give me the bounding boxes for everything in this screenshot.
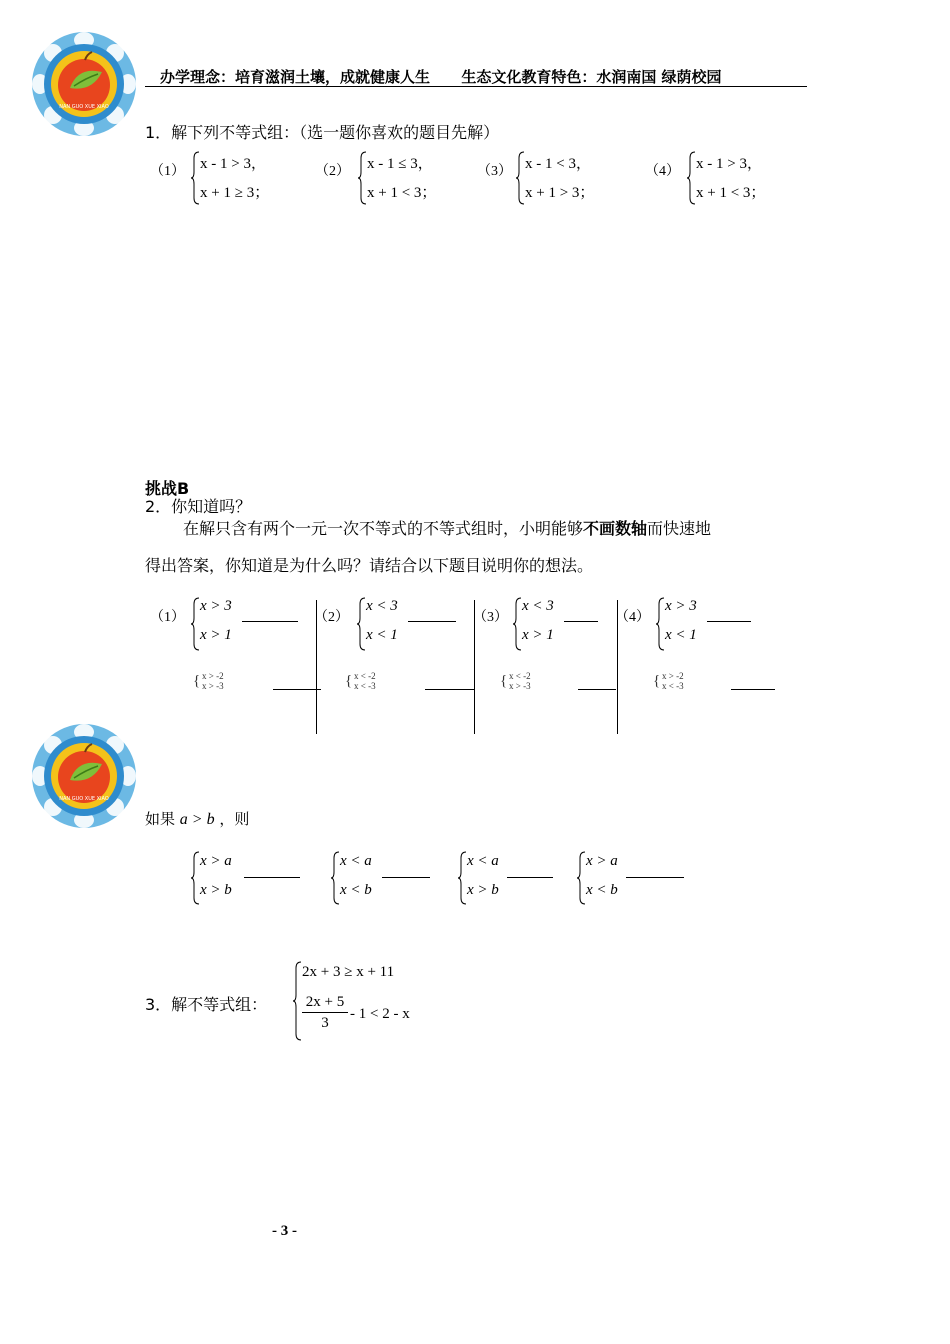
- q1-title: 1．解下列不等式组：（选一题你喜欢的题目先解）: [145, 123, 500, 142]
- q2-title: 2．你知道吗？: [145, 497, 252, 516]
- brace-icon: [356, 596, 366, 652]
- brace-icon: [330, 850, 340, 906]
- brace-icon: [515, 150, 525, 206]
- brace-icon: [576, 850, 586, 906]
- brace-icon: [190, 596, 200, 652]
- q2-paragraph-1: 在解只含有两个一元一次不等式的不等式组时，小明能够不画数轴而快速地: [183, 519, 712, 538]
- brace-icon: [655, 596, 665, 652]
- general-intro: 如果 a > b ，则: [145, 810, 250, 828]
- answer-blank[interactable]: [244, 876, 300, 878]
- challenge-title: 挑战B: [145, 479, 190, 498]
- answer-blank[interactable]: [707, 620, 751, 622]
- column-divider: [316, 600, 317, 734]
- general-system-4: x > a x < b: [576, 850, 696, 906]
- svg-text:NAN GUO XUE XIAO: NAN GUO XUE XIAO: [59, 796, 109, 802]
- q1-label-4: （4）: [645, 164, 680, 179]
- q3-fraction: 2x + 5 3: [302, 994, 348, 1032]
- q3-system: 2x + 3 ≥ x + 11 2x + 5 3 - 1 < 2 - x: [292, 960, 452, 1042]
- answer-blank[interactable]: [507, 876, 553, 878]
- brace-icon: [292, 960, 302, 1042]
- brace-icon: [512, 596, 522, 652]
- page-number: - 3 -: [272, 1223, 297, 1239]
- answer-blank[interactable]: [382, 876, 430, 878]
- header-motto: 办学理念：培育滋润土壤，成就健康人生 生态文化教育特色：水润南国 绿荫校园: [160, 68, 722, 86]
- q1-label-2: （2）: [315, 164, 350, 179]
- answer-blank[interactable]: [242, 620, 298, 622]
- brace-icon: [457, 850, 467, 906]
- brace-icon: [357, 150, 367, 206]
- q2-paragraph-2: 得出答案，你知道是为什么吗？请结合以下题目说明你的想法。: [145, 556, 594, 575]
- answer-blank[interactable]: [564, 620, 598, 622]
- column-divider: [474, 600, 475, 734]
- answer-blank[interactable]: [731, 688, 775, 690]
- column-divider: [617, 600, 618, 734]
- general-system-3: x < a x > b: [457, 850, 577, 906]
- answer-blank[interactable]: [408, 620, 456, 622]
- q1-label-1: （1）: [150, 164, 185, 179]
- svg-text:NAN GUO XUE XIAO: NAN GUO XUE XIAO: [59, 104, 109, 110]
- header-rule: [145, 86, 807, 87]
- q3-title: 3．解不等式组：: [145, 995, 268, 1014]
- answer-blank[interactable]: [425, 688, 475, 690]
- general-system-2: x < a x < b: [330, 850, 450, 906]
- school-logo: [30, 722, 138, 830]
- school-logo: [30, 30, 138, 138]
- answer-blank[interactable]: [578, 688, 616, 690]
- brace-icon: [190, 850, 200, 906]
- general-system-1: x > a x > b: [190, 850, 310, 906]
- answer-blank[interactable]: [273, 688, 321, 690]
- answer-blank[interactable]: [626, 876, 684, 878]
- brace-icon: [190, 150, 200, 206]
- brace-icon: [686, 150, 696, 206]
- q1-label-3: （3）: [477, 164, 512, 179]
